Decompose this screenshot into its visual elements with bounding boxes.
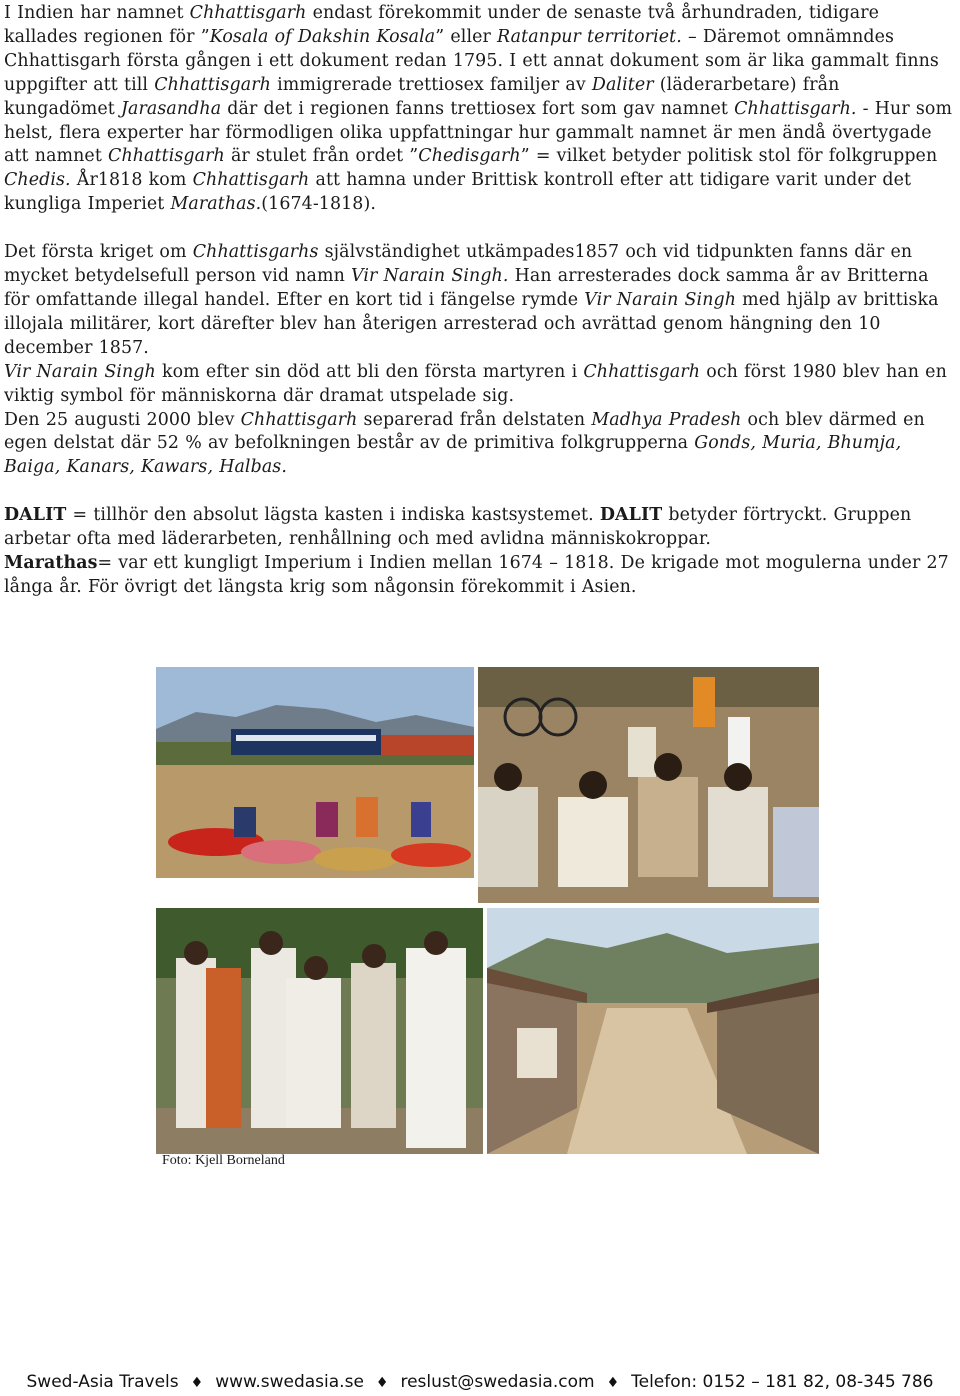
footer-phone: Telefon: 0152 – 181 82, 08-345 786 <box>631 1372 934 1392</box>
diamond-icon: ♦ <box>606 1375 620 1391</box>
glossary-dalit: DALIT = tillhör den absolut lägsta kasten i indiska kastsystemet. DALIT betyder förtryckt. Gruppen arbetar ofta med läderarbeten, renhållning och med avlidna människokroppar. <box>4 505 912 550</box>
paragraph-history-name: I Indien har namnet Chhattisgarh endast förekommit under de senaste två århundraden, tidigare kallades regionen för ”Kosala of Dakshin Kosala” eller Ratanpur territoriet. – Däremot omnämndes Chhattisgarh första gången i ett dokument redan 1795. I ett annat dokument som är lika gammalt finns uppgifter att till Chhattisgarh immigrerade trettiosex familjer av Daliter (läderarbetare) från kungadömet Jarasandha där det i regionen fanns trettiosex fort som gav namnet Chhattisgarh. - Hur som helst, flera experter har förmodligen olika uppfattningar hur gammalt namnet är men ändå övertygade att namnet Chhattisgarh är stulet från ordet ”Chedisgarh” = vilket betyder politisk stol för folkgruppen Chedis. År1818 kom Chhattisgarh att hamna under Brittisk kontroll efter att tidigare varit under det kungliga Imperiet Marathas.(1674-1818). <box>4 3 953 215</box>
diamond-icon: ♦ <box>375 1375 389 1391</box>
footer-company: Swed-Asia Travels <box>26 1372 179 1392</box>
paragraph-independence-war: Det första kriget om Chhattisgarhs självständighet utkämpades1857 och vid tidpunkten fanns där en mycket betydelsefull person vid namn Vir Narain Singh. Han arresterades dock samma år av Britterna för omfattande illegal handel. Efter en kort tid i fängelse rymde Vir Narain Singh med hjälp av brittiska illojala militärer, kort därefter blev han återigen arresterad och avrättad genom hängning den 10 december 1857. <box>4 242 939 358</box>
paragraph-statehood: Den 25 augusti 2000 blev Chhattisgarh separerad från delstaten Madhya Pradesh och blev därmed en egen delstat där 52 % av befolkningen består av de primitiva folkgrupperna Gonds, Muria, Bhumja, Baiga, Kanars, Kawars, Halbas. <box>4 409 925 478</box>
document-body <box>4 2 956 600</box>
photo-village-street <box>487 908 819 1154</box>
photo-collage <box>156 667 819 1154</box>
footer-website-link[interactable]: www.swedasia.se <box>215 1372 364 1392</box>
photo-train-market <box>156 667 474 878</box>
photo-village-crowd <box>478 667 819 903</box>
glossary-marathas: Marathas= var ett kungligt Imperium i Indien mellan 1674 – 1818. De krigade mot mogulerna under 27 långa år. För övrigt det längsta krig som någonsin förekommit i Asien. <box>4 553 949 597</box>
footer <box>0 1372 960 1392</box>
diamond-icon: ♦ <box>190 1375 204 1391</box>
photo-tribal-women <box>156 908 483 1154</box>
paragraph-martyr: Vir Narain Singh kom efter sin död att bli den första martyren i Chhattisgarh och först 1980 blev han en viktig symbol för människorna där dramat utspelade sig. <box>4 361 947 406</box>
footer-email-link[interactable]: reslust@swedasia.com <box>400 1372 595 1392</box>
photo-credit: Foto: Kjell Borneland <box>162 1153 285 1168</box>
